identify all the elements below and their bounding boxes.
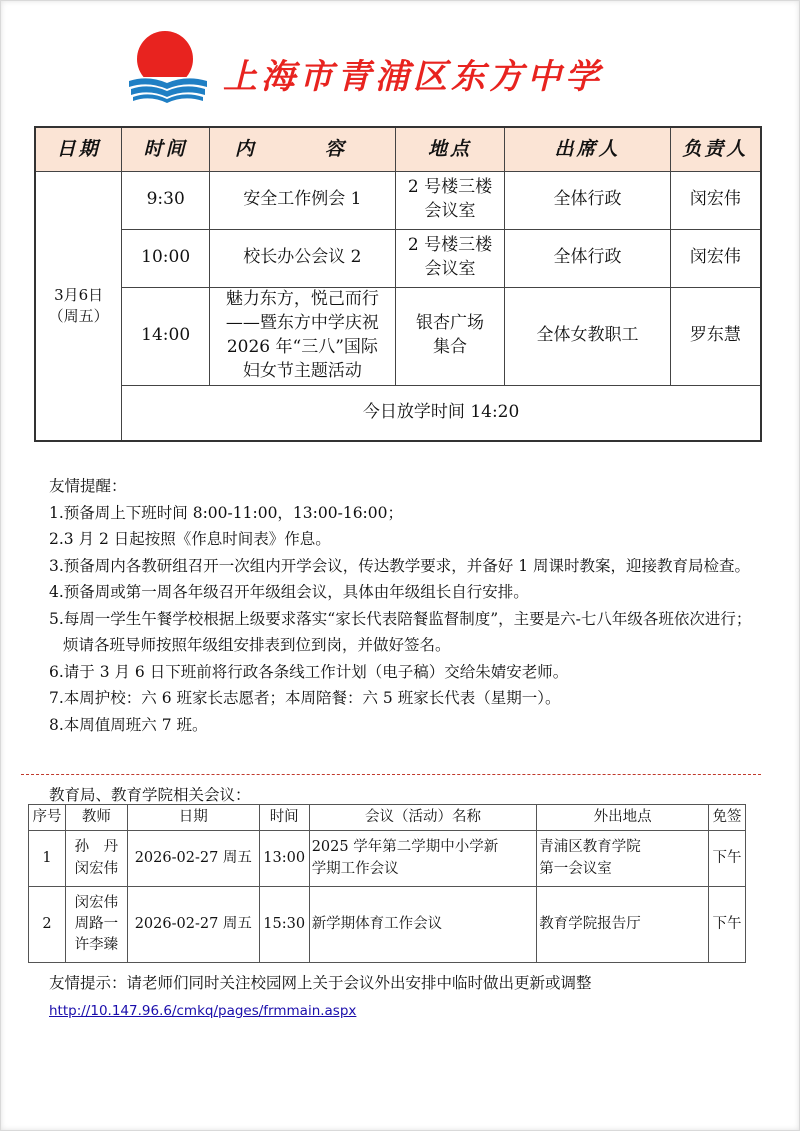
dismissal-row xyxy=(35,385,761,441)
content-line: 妇女节主题活动 xyxy=(242,360,362,381)
header-content xyxy=(210,127,396,171)
meeting-name-line: 学期工作会议 xyxy=(311,860,399,877)
header-attendees: 出席人 xyxy=(505,127,670,171)
header-no: 序号 xyxy=(29,805,66,831)
header-time: 时间 xyxy=(122,127,210,171)
reminder-notes xyxy=(49,473,761,738)
meeting-name-line: 新学期体育工作会议 xyxy=(311,915,443,932)
school-header xyxy=(123,21,643,111)
location-line: 2 号楼三楼 xyxy=(407,235,493,256)
meeting-place-line: 教育学院报告厅 xyxy=(539,915,641,932)
row-time: 10:00 xyxy=(122,229,210,287)
note-item: 6.请于 3 月 6 日下班前将行政各条线工作计划（电子稿）交给朱婧安老师。 xyxy=(49,662,569,681)
dismissal-time: 今日放学时间 14:20 xyxy=(122,385,761,441)
row-owner: 闵宏伟 xyxy=(670,229,761,287)
row-owner: 闵宏伟 xyxy=(670,171,761,229)
meeting-place xyxy=(537,831,709,887)
row-attendees: 全体女教职工 xyxy=(505,287,670,385)
row-owner: 罗东慧 xyxy=(670,287,761,385)
content-line: 2026 年“三八”国际 xyxy=(226,337,378,357)
date-weekday: （周五） xyxy=(48,306,109,325)
weekly-schedule-table xyxy=(34,126,762,442)
meeting-name xyxy=(309,887,537,963)
meeting-time: 15:30 xyxy=(259,887,309,963)
header-date: 日期 xyxy=(127,805,259,831)
meeting-exempt: 下午 xyxy=(708,831,745,887)
row-content xyxy=(210,229,396,287)
schedule-header-row xyxy=(35,127,761,171)
row-location xyxy=(395,287,505,385)
meeting-teachers xyxy=(65,887,127,963)
notes-title: 友情提醒： xyxy=(49,477,127,495)
header-location: 地点 xyxy=(395,127,505,171)
meeting-teachers xyxy=(65,831,127,887)
meeting-row xyxy=(29,887,746,963)
location-line: 会议室 xyxy=(424,259,476,279)
note-item: 7.本周护校：六 6 班家长志愿者；本周陪餐：六 5 班家长代表（星期一）。 xyxy=(49,689,561,707)
row-location xyxy=(395,171,505,229)
row-attendees: 全体行政 xyxy=(505,229,670,287)
note-item: 5.每周一学生午餐学校根据上级要求落实“家长代表陪餐监督制度”，主要是六-七八年级各班依次进行；烦请各班导师按照年级组安排表到位到岗，并做好签名。 xyxy=(49,609,752,654)
meeting-no: 2 xyxy=(29,887,66,963)
content-line: 魅力东方，悦己而行 xyxy=(225,289,379,310)
header-place: 外出地点 xyxy=(537,805,709,831)
header-exempt: 免签 xyxy=(708,805,745,831)
note-item: 8.本周值周班六 7 班。 xyxy=(49,715,208,734)
meeting-no: 1 xyxy=(29,831,66,887)
teacher-name: 闵宏伟 xyxy=(74,894,119,911)
meetings-table xyxy=(28,804,746,963)
content-line: 安全工作例会 1 xyxy=(243,189,362,210)
sun-over-open-book-icon xyxy=(123,25,213,105)
meeting-place xyxy=(537,887,709,963)
meeting-date: 2026-02-27 周五 xyxy=(127,887,259,963)
teacher-name: 周路一 xyxy=(74,915,119,932)
section-divider xyxy=(21,774,761,775)
footer-reminder: 友情提示：请老师们同时关注校园网上关于会议外出安排中临时做出更新或调整 xyxy=(49,974,592,992)
location-line: 集合 xyxy=(433,337,467,357)
meeting-date: 2026-02-27 周五 xyxy=(127,831,259,887)
row-content xyxy=(210,287,396,385)
meeting-exempt: 下午 xyxy=(708,887,745,963)
schedule-row xyxy=(35,171,761,229)
row-time: 9:30 xyxy=(122,171,210,229)
content-line: 校长办公会议 2 xyxy=(243,247,362,268)
date-cell xyxy=(35,171,122,441)
location-line: 2 号楼三楼 xyxy=(407,177,493,198)
row-time: 14:00 xyxy=(122,287,210,385)
teacher-name: 孙 丹 xyxy=(74,839,119,856)
meeting-place-line: 青浦区教育学院 xyxy=(539,839,641,856)
teacher-name: 许李臻 xyxy=(74,937,119,953)
meeting-place-line: 第一会议室 xyxy=(539,860,612,877)
row-attendees: 全体行政 xyxy=(505,171,670,229)
schedule-row xyxy=(35,287,761,385)
date-day: 3月6日 xyxy=(54,285,104,304)
header-date: 日期 xyxy=(35,127,122,171)
note-item: 4.预备周或第一周各年级召开年级组会议，具体由年级组长自行安排。 xyxy=(49,583,529,601)
meeting-row xyxy=(29,831,746,887)
schedule-row xyxy=(35,229,761,287)
note-item: 3.预备周内各教研组召开一次组内开学会议，传达教学要求，并备好 1 周课时教案，迎接教育局检查。 xyxy=(49,556,751,575)
school-name: 上海市青浦区东方中学 xyxy=(223,57,603,97)
row-location xyxy=(395,229,505,287)
note-item: 2.3 月 2 日起按照《作息时间表》作息。 xyxy=(49,530,331,548)
note-item: 1.预备周上下班时间 8:00-11:00，13:00-16:00； xyxy=(49,503,404,522)
header-owner: 负责人 xyxy=(670,127,761,171)
header-teacher: 教师 xyxy=(65,805,127,831)
header-meeting-name: 会议（活动）名称 xyxy=(309,805,537,831)
content-line: ——暨东方中学庆祝 xyxy=(225,313,379,334)
location-line: 银杏广场 xyxy=(416,313,484,334)
header-content-label: 内 容 xyxy=(234,137,370,160)
row-content xyxy=(210,171,396,229)
meetings-title: 教育局、教育学院相关会议： xyxy=(49,786,251,804)
attendance-system-link[interactable]: http://10.147.96.6/cmkq/pages/frmmain.aspx xyxy=(49,1003,357,1019)
teacher-name: 闵宏伟 xyxy=(74,860,119,877)
header-time: 时间 xyxy=(259,805,309,831)
meeting-name-line: 2025 学年第二学期中小学新 xyxy=(311,839,499,856)
meetings-header-row xyxy=(29,805,746,831)
location-line: 会议室 xyxy=(424,201,476,221)
meeting-time: 13:00 xyxy=(259,831,309,887)
meeting-name xyxy=(309,831,537,887)
